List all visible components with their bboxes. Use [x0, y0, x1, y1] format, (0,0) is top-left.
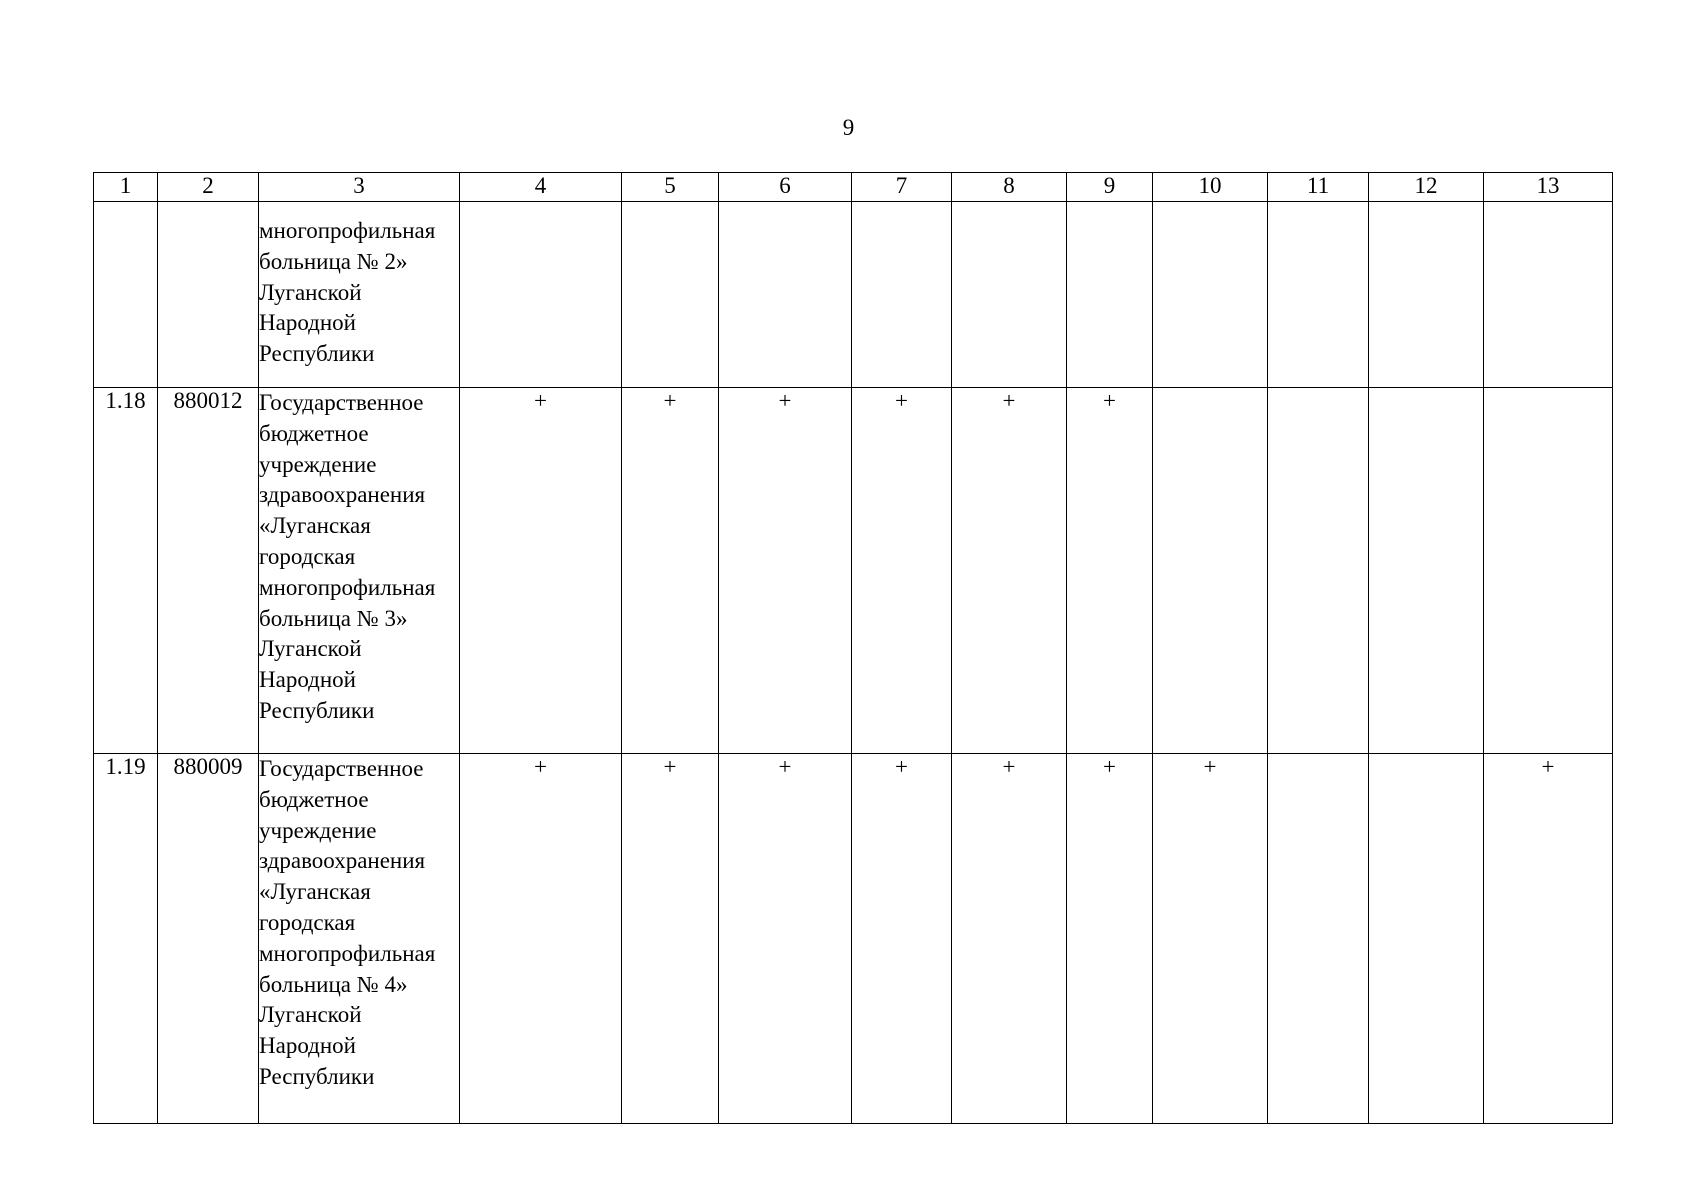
mark-cell [952, 202, 1067, 388]
page-number: 9 [842, 115, 855, 140]
mark-cell: + [1153, 754, 1268, 1124]
mark-cell [460, 202, 622, 388]
row-number: 1.18 [94, 388, 158, 754]
mark-cell [1067, 202, 1153, 388]
name-line: бюджетное [259, 786, 369, 812]
column-header: 11 [1268, 173, 1369, 202]
name-line: Государственное [259, 756, 424, 781]
mark-cell: + [852, 754, 952, 1124]
name-line: многопрофильная [259, 574, 436, 600]
table-header-row [94, 173, 1613, 202]
column-header: 3 [259, 173, 460, 202]
mark-cell [1369, 202, 1484, 388]
name-line: городская [259, 543, 356, 569]
mark-cell [1484, 202, 1613, 388]
name-line: учреждение [259, 817, 377, 843]
institution-name [259, 202, 460, 388]
mark-cell [1268, 388, 1369, 754]
institution-name [259, 388, 460, 754]
name-line: Народной [259, 310, 356, 336]
institution-code: 880009 [158, 754, 259, 1124]
mark-cell [1268, 202, 1369, 388]
mark-cell [1153, 202, 1268, 388]
name-line: Республики [259, 697, 375, 723]
column-header: 12 [1369, 173, 1484, 202]
column-header: 9 [1067, 173, 1153, 202]
mark-cell [1153, 388, 1268, 754]
mark-cell: + [1067, 754, 1153, 1124]
mark-cell [1369, 754, 1484, 1124]
name-line: Республики [259, 341, 375, 367]
column-header: 10 [1153, 173, 1268, 202]
mark-cell [1268, 754, 1369, 1124]
mark-cell [852, 202, 952, 388]
mark-cell: + [1484, 754, 1613, 1124]
name-line: Луганской [259, 1002, 362, 1028]
name-line: Государственное [259, 390, 424, 415]
mark-cell: + [719, 388, 852, 754]
name-line: Народной [259, 667, 356, 693]
mark-cell: + [622, 754, 719, 1124]
column-header: 4 [460, 173, 622, 202]
row-number: 1.19 [94, 754, 158, 1124]
document-table [93, 172, 1613, 1124]
table-row [94, 202, 1613, 388]
institution-code: 880012 [158, 388, 259, 754]
column-header: 6 [719, 173, 852, 202]
name-line: Республики [259, 1063, 375, 1089]
mark-cell [622, 202, 719, 388]
institution-code [158, 202, 259, 388]
name-line: Луганской [259, 279, 362, 305]
mark-cell: + [719, 754, 852, 1124]
name-line: здравоохранения [259, 848, 426, 874]
row-number [94, 202, 158, 388]
mark-cell: + [622, 388, 719, 754]
mark-cell: + [460, 388, 622, 754]
column-header: 5 [622, 173, 719, 202]
mark-cell: + [1067, 388, 1153, 754]
name-line: Луганской [259, 636, 362, 662]
name-line: «Луганская [259, 879, 371, 905]
mark-cell [719, 202, 852, 388]
name-line: многопрофильная [259, 940, 436, 966]
name-line: городская [259, 909, 356, 935]
mark-cell: + [852, 388, 952, 754]
mark-cell [1484, 388, 1613, 754]
name-line: Народной [259, 1033, 356, 1059]
name-line: многопрофильная [259, 218, 436, 243]
column-header: 1 [94, 173, 158, 202]
column-header: 7 [852, 173, 952, 202]
mark-cell [1369, 388, 1484, 754]
name-line: учреждение [259, 451, 377, 477]
mark-cell: + [952, 388, 1067, 754]
column-header: 13 [1484, 173, 1613, 202]
name-line: здравоохранения [259, 482, 426, 508]
institution-name [259, 754, 460, 1124]
mark-cell: + [952, 754, 1067, 1124]
mark-cell: + [460, 754, 622, 1124]
name-line: «Луганская [259, 513, 371, 539]
table-row [94, 754, 1613, 1124]
table-row [94, 388, 1613, 754]
name-line: больница № 4» [259, 971, 408, 997]
name-line: больница № 3» [259, 605, 408, 631]
column-header: 2 [158, 173, 259, 202]
name-line: больница № 2» [259, 248, 408, 274]
column-header: 8 [952, 173, 1067, 202]
name-line: бюджетное [259, 420, 369, 446]
